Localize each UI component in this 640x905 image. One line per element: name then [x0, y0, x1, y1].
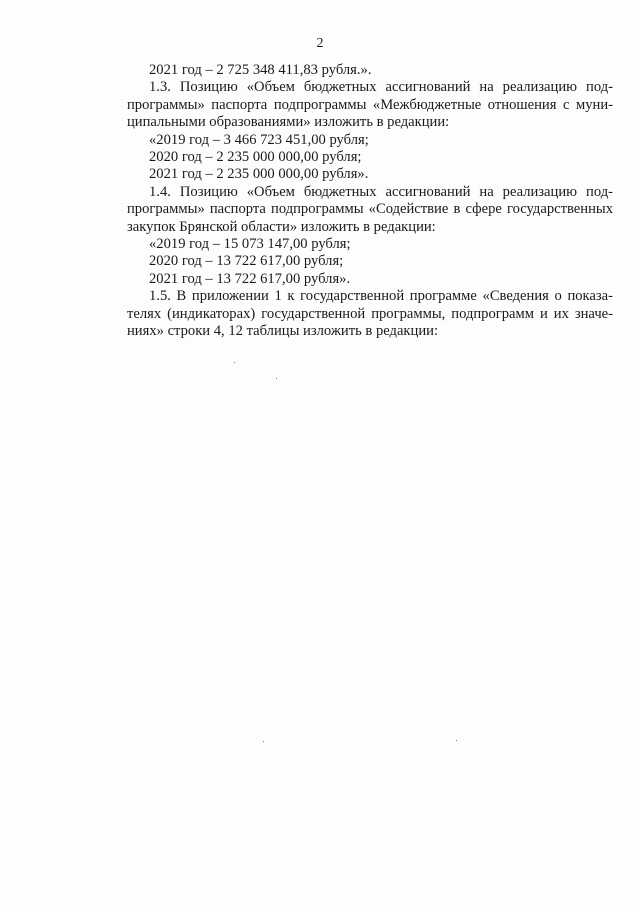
text-line: 2021 год – 13 722 617,00 рубля». [149, 270, 351, 287]
page-number: 2 [316, 36, 324, 51]
text-line: 1.3. Позицию «Объем бюджетных ассигнований на реализацию под- [149, 79, 613, 96]
text-line: «2019 год – 3 466 723 451,00 рубля; [149, 131, 369, 148]
text-line: 2021 год – 2 235 000 000,00 рубля». [149, 166, 369, 183]
scan-speck [234, 362, 235, 363]
document-body [127, 62, 613, 341]
text-line: ципальными образованиями» изложить в редакции: [127, 114, 450, 131]
text-line: 2020 год – 2 235 000 000,00 рубля; [149, 149, 362, 166]
scan-speck [263, 741, 264, 742]
text-line: 2021 год – 2 725 348 411,83 рубля.». [149, 62, 372, 78]
text-line: закупок Брянской области» изложить в редакции: [127, 218, 436, 235]
text-line: 2020 год – 13 722 617,00 рубля; [149, 253, 344, 270]
text-line: программы» паспорта подпрограммы «Межбюджетные отношения с муни- [127, 96, 613, 113]
text-line: программы» паспорта подпрограммы «Содействие в сфере государственных [127, 201, 613, 218]
scan-speck [276, 378, 277, 379]
text-line: телях (индикаторах) государственной программы, подпрограмм и их значе- [127, 305, 613, 322]
text-line: ниях» строки 4, 12 таблицы изложить в редакции: [127, 323, 439, 340]
text-line: «2019 год – 15 073 147,00 рубля; [149, 236, 351, 253]
text-line: 1.4. Позицию «Объем бюджетных ассигнований на реализацию под- [149, 183, 613, 200]
text-line: 1.5. В приложении 1 к государственной программе «Сведения о показа- [149, 288, 613, 305]
scan-speck [456, 740, 457, 741]
